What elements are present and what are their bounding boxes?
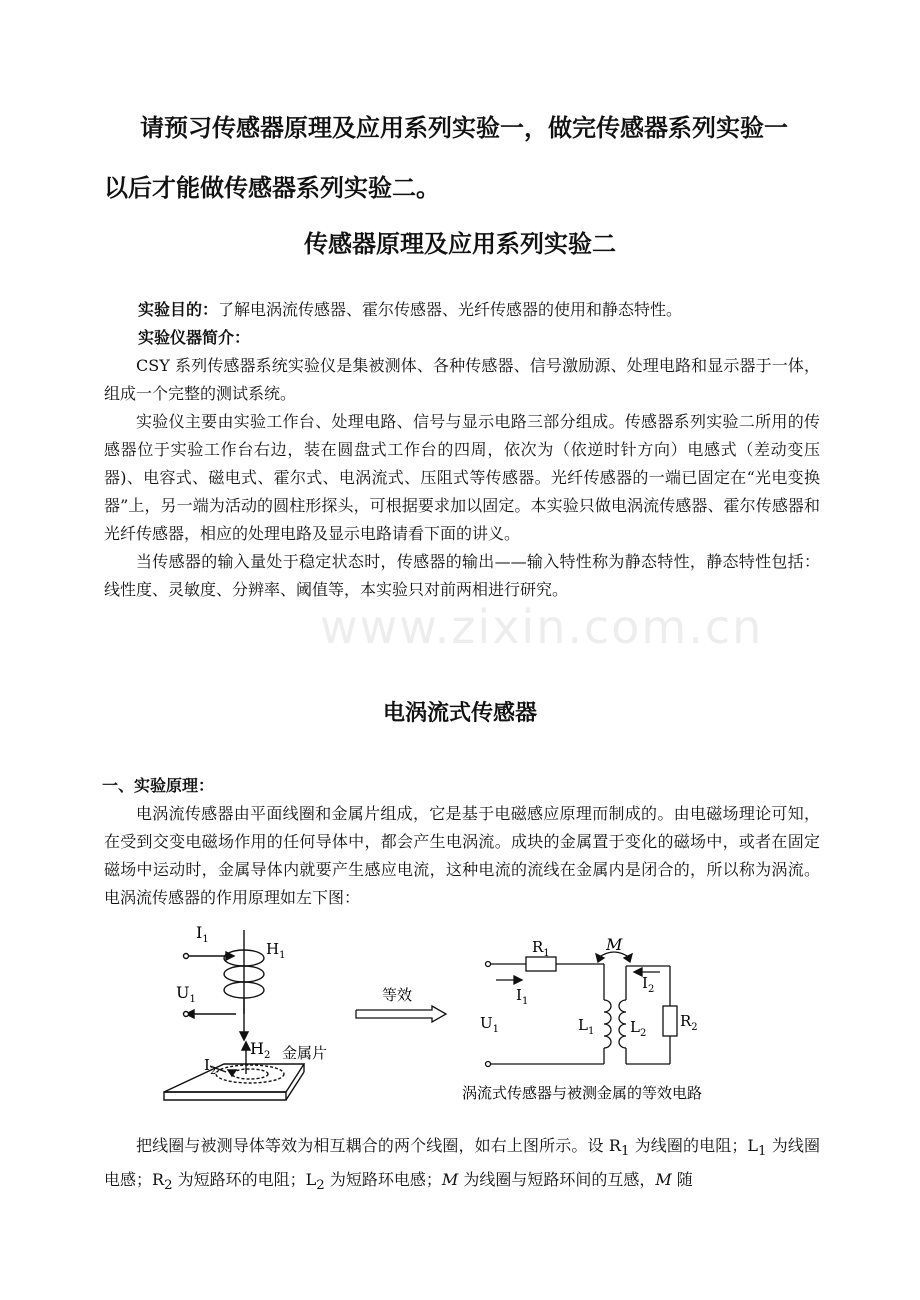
label-R1: $R_1$ (532, 938, 550, 959)
instrument-label: 实验仪器简介： (138, 328, 251, 347)
text-segment: M (655, 1170, 672, 1190)
text-segment: M (441, 1170, 459, 1190)
eddy-current-figure (0, 914, 920, 1114)
notice-line-2: 以后才能做传感器系列实验二。 (104, 173, 440, 202)
purpose-text: 了解电涡流传感器、霍尔传感器、光纤传感器的使用和静态特性。 (218, 300, 683, 319)
text-segment: 随 (671, 1170, 693, 1190)
label-H2: $H_2$ (250, 1039, 271, 1061)
text-segment: 为线圈电感；R (104, 1136, 820, 1190)
purpose-paragraph (104, 296, 820, 604)
label-equivalent: 等效 (382, 986, 413, 1004)
label-U1: $U_1$ (176, 983, 196, 1005)
principle-paragraph: 电涡流传感器由平面线圈和金属片组成，它是基于电磁感应原理而制成的。由电磁场理论可知，在受到交变电磁场作用的任何导体中，都会产生电涡流。成块的金属置于变化的磁场中，或者在固定磁场中运动时，金属导体内就要产生感应电流，这种电流的流线在金属内是闭合的，所以称为涡流。电涡流传感器的作用原理如左下图： (104, 804, 820, 907)
label-metal-sheet: 金属片 (282, 1044, 328, 1062)
principle-label: 一、实验原理： (102, 776, 215, 795)
label-R2: $R_2$ (680, 1012, 698, 1033)
text-segment: L (747, 1136, 759, 1155)
subscript: 1 (620, 1144, 630, 1160)
subscript: 1 (758, 1144, 767, 1160)
text-segment: 为短路环电感； (324, 1170, 442, 1190)
label-U1-right: $U_1$ (480, 1014, 500, 1035)
text-segment: 为线圈的电阻； (629, 1136, 748, 1155)
subscript: 2 (164, 1178, 173, 1194)
text-segment: 为线圈与短路环间的互感， (458, 1170, 656, 1190)
notice-line-1: 请预习传感器原理及应用系列实验一，做完传感器系列实验一 (140, 113, 788, 142)
watermark: www.zixin.com.cn (320, 600, 764, 654)
equivalent-circuit (486, 952, 678, 1067)
label-H1: $H_1$ (266, 940, 286, 961)
text-segment: 为短路环的电阻；L (172, 1170, 317, 1190)
instrument-paragraph-1: CSY 系列传感器系统实验仪是集被测体、各种传感器、信号激励源、处理电路和显示器于一体，组成一个完整的测试系统。 (104, 356, 820, 403)
subscript: 2 (316, 1178, 325, 1194)
label-I1-right: $I_1$ (516, 986, 529, 1007)
equivalence-arrow (356, 1006, 446, 1022)
label-L2: $L_2$ (630, 1018, 647, 1039)
figure-caption: 涡流式传感器与被测金属的等效电路 (462, 1084, 703, 1102)
label-M: M (606, 935, 623, 954)
preview-notice (104, 98, 824, 218)
equivalent-circuit-paragraph (104, 1132, 820, 1200)
document-title: 传感器原理及应用系列实验二 (304, 229, 616, 258)
label-I2-right: $I_2$ (642, 974, 655, 995)
instrument-paragraph-3: 当传感器的输入量处于稳定状态时，传感器的输出——输入特性称为静态特性，静态特性包括：线性度、灵敏度、分辨率、阈值等，本实验只对前两相进行研究。 (104, 552, 820, 599)
purpose-label: 实验目的： (138, 300, 219, 319)
label-I1: $I_1$ (196, 923, 209, 945)
text-segment: 把线圈与被测导体等效为相互耦合的两个线圈，如右上图所示。设 R (136, 1136, 621, 1155)
label-I2: $I_2$ (204, 1056, 217, 1077)
section-title: 电涡流式传感器 (382, 700, 537, 726)
instrument-paragraph-2: 实验仪主要由实验工作台、处理电路、信号与显示电路三部分组成。传感器系列实验二所用的传感器位于实验工作台右边，装在圆盘式工作台的四周，依次为（依逆时针方向）电感式（差动变压器)、电容式、磁电式、霍尔式、电涡流式、压阻式等传感器。光纤传感器的一端已固定在“光电变换器”上，另一端为活动的圆柱形探头，可根据要求加以固定。本实验只做电涡流传感器、霍尔传感器和光纤传感器，相应的处理电路及显示电路请看下面的讲义。 (104, 412, 820, 543)
label-L1: $L_1$ (578, 1016, 595, 1037)
principle-section (104, 772, 820, 912)
